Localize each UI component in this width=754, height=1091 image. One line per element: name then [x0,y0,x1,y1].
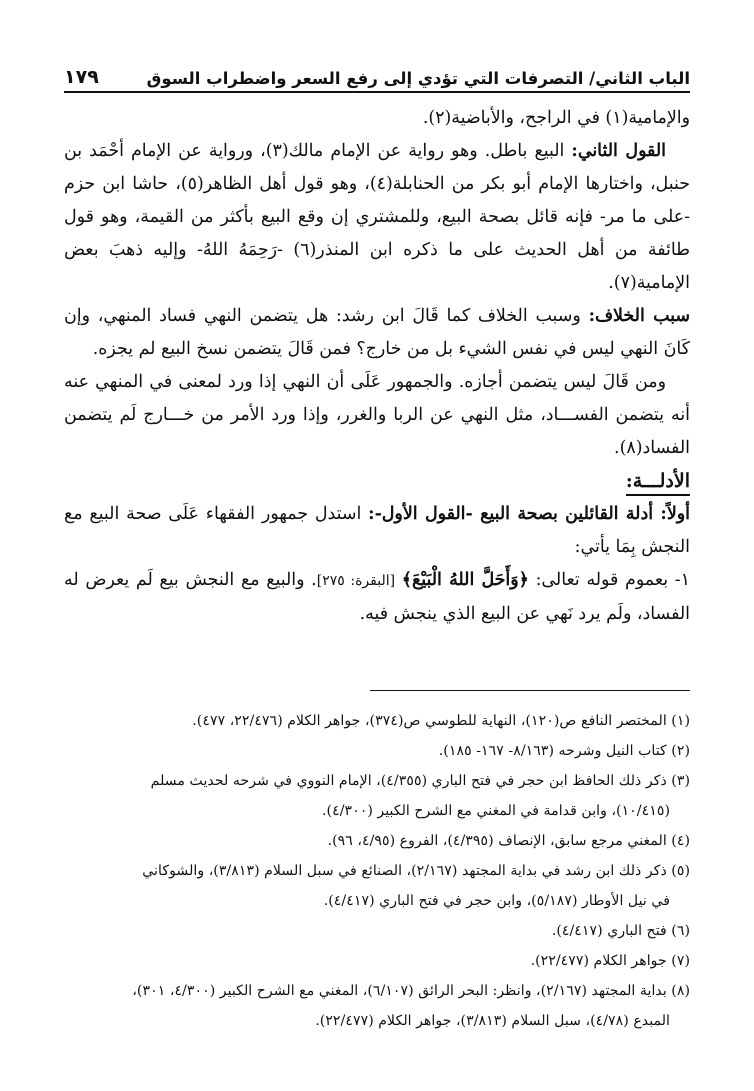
evidence-heading [64,465,690,498]
second-opinion-text: البيع باطل. وهو رواية عن الإمام مالك(٣)، ورواية عن الإمام أحْمَد بن حنبل، واختارها الإمام أبو بكر من الحنابلة(٤)، وهو قول أهل الظاهر(٥)، حاشا ابن حزم -على ما مر- فإنه قائل بصحة البيع، وللمشتري إن وقع البيع بأكثر من القيمة، وهو قول طائفة من أهل الحديث على ما ذكره ابن المنذر(٦) -رَحِمَهُ اللهُ- وإليه ذهبَ بعض الإمامية(٧). [64,141,690,293]
first-evidence-text: استدل جمهور الفقهاء عَلَى صحة البيع مع النجش بِمَا يأتي: [64,504,690,557]
paragraph-4: ومن قَالَ ليس يتضمن أجازه. والجمهور عَلَى أن النهي إذا ورد لمعنى في المنهي عنه أنه يتضمن الفســـاد، مثل النهي عن الربا والغرر، وإذا ورد الأمر من خـــارج لَم يتضمن الفساد(٨). [64,372,690,458]
verse-reference: [البقرة: ٢٧٥] [316,573,396,589]
footnote-5: (٥) ذكر ذلك ابن رشد في بداية المجتهد (٢/١٦٧)، الصنائع في سبل السلام (٣/٨١٣)، والشوكاني [142,863,690,879]
dispute-cause-label: سبب الخلاف: [588,306,691,326]
paragraph-second-opinion [64,135,690,300]
paragraph-1: والإمامية(١) في الراجح، والأباضية(٢). [422,108,690,128]
evidence-heading-text: الأدلـــة: [626,470,690,496]
page-number: ١٧٩ [64,66,99,88]
first-evidence-label: أولاً: أدلة القائلين بصحة البيع -القول الأول-: [368,504,690,524]
footnotes [64,706,690,1036]
footnote-7: (٧) جواهر الكلام (٢٢/٤٧٧). [530,953,690,969]
footnote-1: (١) المختصر النافع ص(١٢٠)، النهاية للطوسي ص(٣٧٤)، جواهر الكلام (٢٢/٤٧٦، ٤٧٧). [192,713,690,729]
footnote-6: (٦) فتح الباري (٤/٤١٧). [551,923,690,939]
paragraph-verse [64,564,690,631]
footnote-8: (٨) بداية المجتهد (٢/١٦٧)، وانظر: البحر الرائق (٦/١٠٧)، المغني مع الشرح الكبير (٤/٣٠٠، ٣٠١)، [132,983,690,999]
footnote-8-continued: المبدع (٤/٧٨)، سبل السلام (٣/٨١٣)، جواهر الكلام (٢٢/٤٧٧). [315,1013,670,1029]
verse-explanation: . والبيع مع النجش بيع لَم يعرض له الفساد، ولَم يرد نَهي عن البيع الذي ينجش فيه. [64,570,690,624]
footnote-3-continued: (١٠/٤١٥)، وابن قدامة في المغني مع الشرح الكبير (٤/٣٠٠). [322,803,670,819]
footnote-3: (٣) ذكر ذلك الحافظ ابن حجر في فتح الباري (٤/٣٥٥)، الإمام النووي في شرحه لحديث مسلم [150,773,690,789]
main-text [64,102,690,631]
verse-intro: ١- بعموم قوله تعالى: [535,570,691,590]
footnote-5-continued: في نيل الأوطار (٥/١٨٧)، وابن حجر في فتح الباري (٤/٤١٧). [323,893,670,909]
running-header [64,58,690,93]
paragraph-first-evidence [64,498,690,564]
footnote-4: (٤) المغني مرجع سابق، الإنصاف (٤/٣٩٥)، الفروع (٤/٩٥، ٩٦). [327,833,690,849]
footnote-separator [370,690,690,691]
chapter-title: الباب الثاني/ التصرفات التي تؤدي إلى رفع السعر واضطراب السوق [146,69,690,88]
dispute-cause-text: وسبب الخلاف كما قَالَ ابن رشد: هل يتضمن النهي فساد المنهي، وإن كَانَ النهي ليس في نفس الشيء بل من خارج؟ فمن قَالَ يتضمن نسخ البيع لم يجزه. [64,306,690,359]
quran-verse: ﴿وَأَحَلَّ اللهُ الْبَيْعَ﴾ [401,570,529,590]
paragraph-dispute-cause [64,300,690,366]
second-opinion-label: القول الثاني: [571,141,666,161]
footnote-2: (٢) كتاب النيل وشرحه (٨/١٦٣- ١٦٧- ١٨٥). [438,743,690,759]
